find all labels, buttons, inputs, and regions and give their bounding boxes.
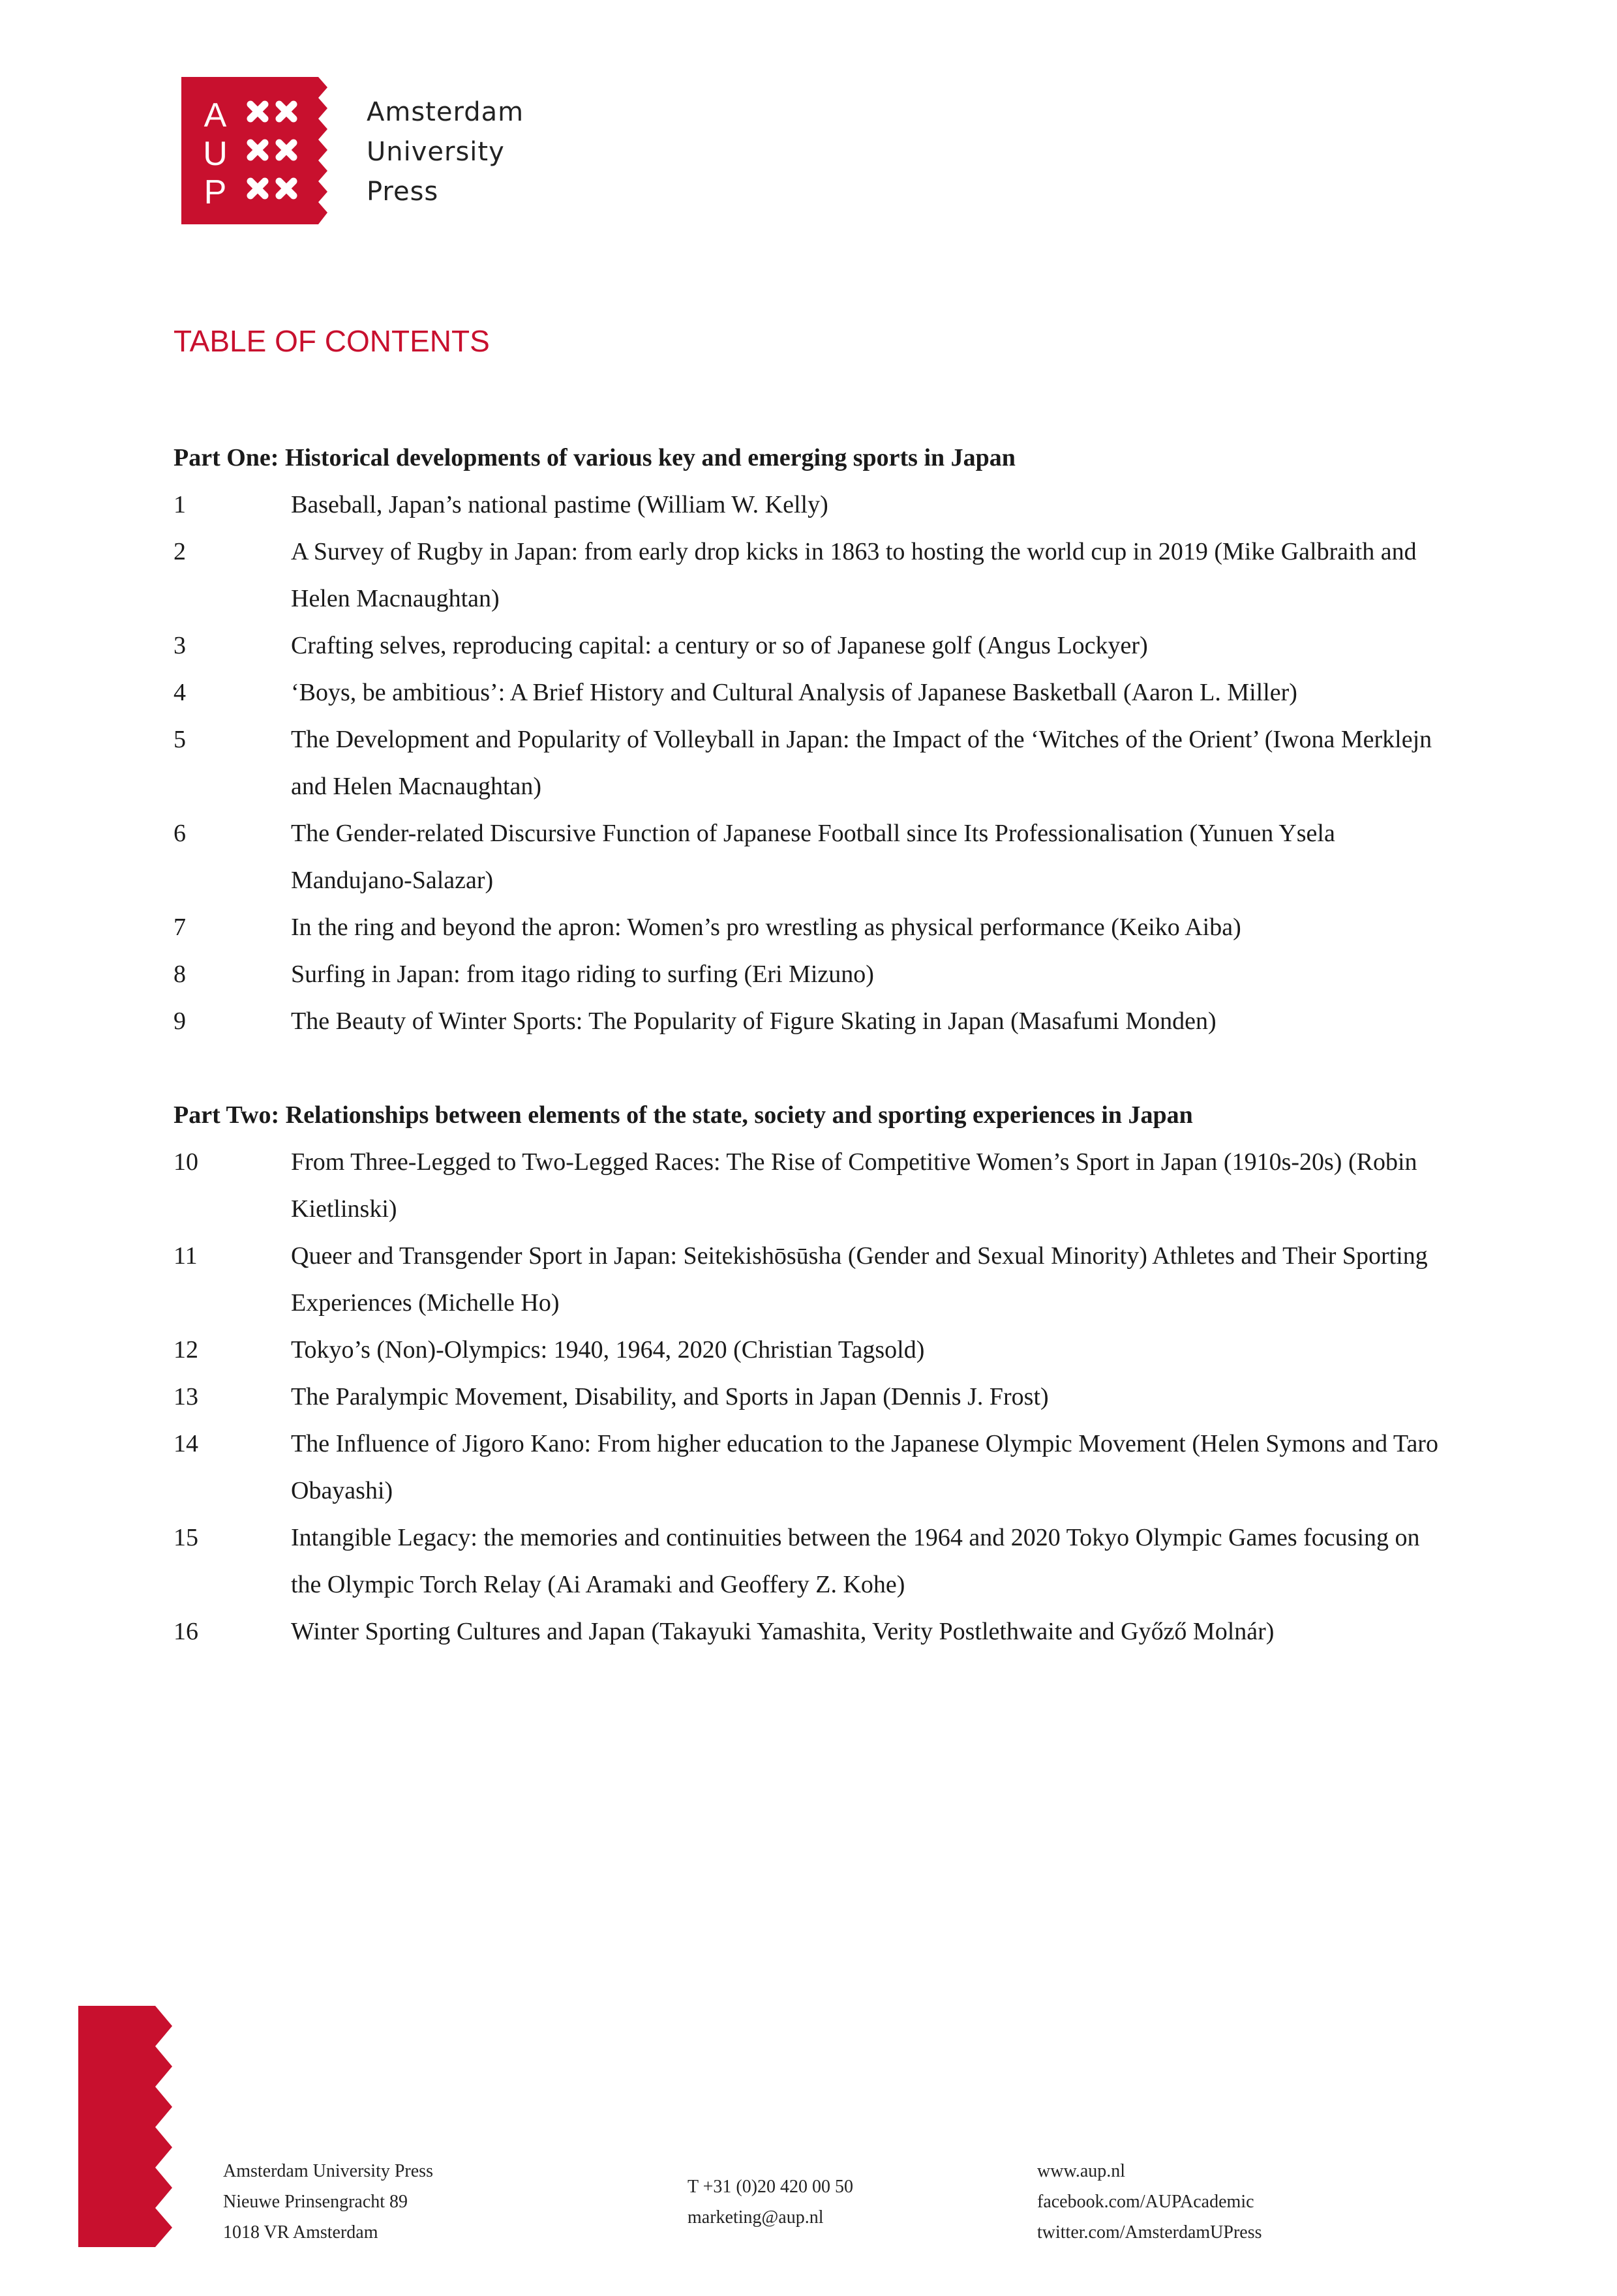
toc-entry — [174, 716, 1452, 810]
chapter-number: 16 — [174, 1618, 198, 1645]
footer-brand-mark — [78, 2006, 172, 2247]
footer-email[interactable]: marketing@aup.nl — [688, 2207, 824, 2228]
logo-letter-u: U — [203, 135, 228, 173]
toc-entry — [174, 1373, 1452, 1420]
footer-contact — [688, 2171, 853, 2233]
toc-entry — [174, 904, 1452, 951]
chapter-title: The Beauty of Winter Sports: The Popularity of Figure Skating in Japan (Masafumi Monden) — [291, 1007, 1217, 1035]
footer-facebook-link[interactable]: facebook.com/AUPAcademic — [1037, 2192, 1254, 2212]
logo-letter-p: P — [204, 173, 227, 211]
footer-street: Nieuwe Prinsengracht 89 — [223, 2192, 408, 2212]
chapter-title: Tokyo’s (Non)-Olympics: 1940, 1964, 2020 (Christian Tagsold) — [291, 1336, 925, 1364]
logo-line-3: Press — [367, 177, 439, 207]
footer-twitter-link[interactable]: twitter.com/AmsterdamUPress — [1037, 2222, 1262, 2243]
toc-entry — [174, 528, 1452, 622]
footer-address — [223, 2156, 433, 2248]
toc-entry — [174, 951, 1452, 998]
chapter-number: 12 — [174, 1336, 198, 1364]
chapter-title: The Influence of Jigoro Kano: From higher education to the Japanese Olympic Movement (Helen Symons and Taro Obayashi) — [291, 1430, 1438, 1504]
toc-entry — [174, 1139, 1452, 1232]
chapter-title: Queer and Transgender Sport in Japan: Seitekishōsūsha (Gender and Sexual Minority) Athletes and Their Sporting Experiences (Michelle Ho) — [291, 1242, 1428, 1317]
footer-city: 1018 VR Amsterdam — [223, 2222, 378, 2243]
chapter-title: In the ring and beyond the apron: Women’s pro wrestling as physical performance (Keiko Aiba) — [291, 914, 1241, 941]
footer-website-link[interactable]: www.aup.nl — [1037, 2161, 1126, 2181]
chapter-title: Intangible Legacy: the memories and continuities between the 1964 and 2020 Tokyo Olympic Games focusing on the Olympic Torch Relay (Ai Aramaki and Geoffery Z. Kohe) — [291, 1524, 1420, 1598]
chapter-title: The Paralympic Movement, Disability, and Sports in Japan (Dennis J. Frost) — [291, 1383, 1049, 1410]
chapter-title: ‘Boys, be ambitious’: A Brief History and Cultural Analysis of Japanese Basketball (Aaron L. Miller) — [291, 679, 1297, 706]
toc-entry — [174, 622, 1452, 669]
chapter-number: 7 — [174, 914, 186, 941]
chapter-title: Surfing in Japan: from itago riding to surfing (Eri Mizuno) — [291, 961, 874, 988]
table-of-contents — [174, 434, 1452, 1655]
logo-line-2: University — [367, 137, 505, 167]
footer-publisher: Amsterdam University Press — [223, 2161, 433, 2181]
toc-entry — [174, 669, 1452, 716]
chapter-number: 1 — [174, 491, 186, 518]
chapter-title: Crafting selves, reproducing capital: a century or so of Japanese golf (Angus Lockyer) — [291, 632, 1148, 659]
toc-entry — [174, 1232, 1452, 1326]
part-one-heading: Part One: Historical developments of various key and emerging sports in Japan — [174, 444, 1016, 471]
chapter-title: A Survey of Rugby in Japan: from early drop kicks in 1863 to hosting the world cup in 2019 (Mike Galbraith and Helen Macnaughtan) — [291, 538, 1417, 612]
chapter-number: 9 — [174, 1007, 186, 1035]
footer-web — [1037, 2156, 1262, 2248]
chapter-title: Baseball, Japan’s national pastime (William W. Kelly) — [291, 491, 828, 518]
footer-phone: T +31 (0)20 420 00 50 — [688, 2177, 854, 2197]
toc-entry — [174, 810, 1452, 904]
section-spacer — [174, 1045, 1452, 1092]
aup-logo-mark — [181, 77, 327, 224]
chapter-title: From Three-Legged to Two-Legged Races: The Rise of Competitive Women’s Sport in Japan (1910s-20s) (Robin Kietlinski) — [291, 1148, 1417, 1223]
chapter-number: 14 — [174, 1430, 198, 1457]
chapter-number: 13 — [174, 1383, 198, 1410]
logo-wordmark — [367, 93, 627, 212]
chapter-number: 10 — [174, 1148, 198, 1176]
toc-entry — [174, 1608, 1452, 1655]
logo-letter-a: A — [204, 97, 227, 134]
chapter-number: 3 — [174, 632, 186, 659]
part-two-heading: Part Two: Relationships between elements of the state, society and sporting experiences in Japan — [174, 1101, 1193, 1129]
toc-entry — [174, 998, 1452, 1045]
toc-entry — [174, 1326, 1452, 1373]
toc-entry — [174, 481, 1452, 528]
logo-line-1: Amsterdam — [367, 97, 524, 127]
chapter-number: 11 — [174, 1242, 198, 1270]
chapter-number: 6 — [174, 820, 186, 847]
chapter-number: 8 — [174, 961, 186, 988]
page-title: TABLE OF CONTENTS — [174, 324, 490, 358]
chapter-title: Winter Sporting Cultures and Japan (Takayuki Yamashita, Verity Postlethwaite and Győző Molnár) — [291, 1618, 1275, 1645]
chapter-number: 4 — [174, 679, 186, 706]
toc-entry — [174, 1514, 1452, 1608]
chapter-number: 15 — [174, 1524, 198, 1551]
chapter-number: 2 — [174, 538, 186, 565]
chapter-number: 5 — [174, 726, 186, 753]
toc-entry — [174, 1420, 1452, 1514]
chapter-title: The Gender-related Discursive Function of Japanese Football since Its Professionalisation (Yunuen Ysela Mandujano-Salazar) — [291, 820, 1335, 894]
chapter-title: The Development and Popularity of Volleyball in Japan: the Impact of the ‘Witches of the Orient’ (Iwona Merklejn and Helen Macnaughtan) — [291, 726, 1432, 800]
